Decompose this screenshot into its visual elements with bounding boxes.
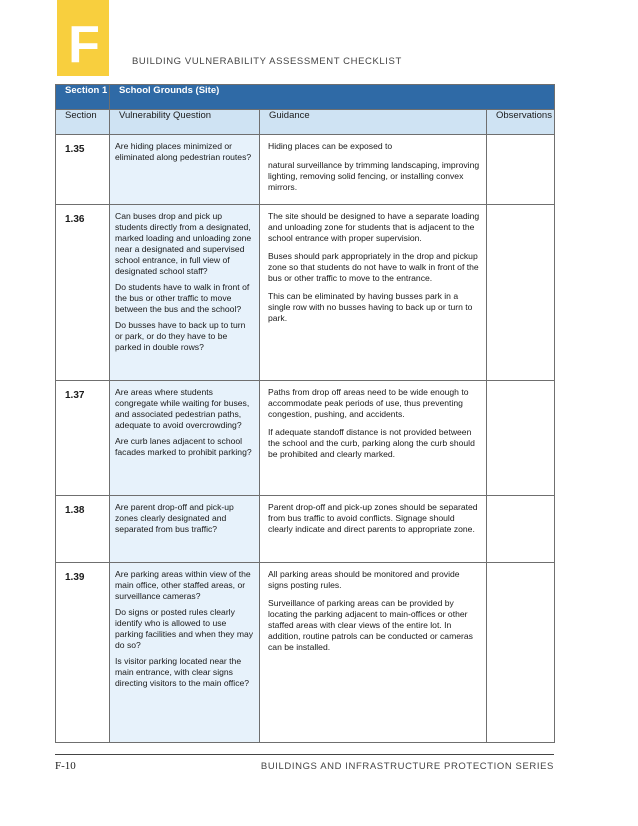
section-header-row [56, 85, 555, 110]
section-label-cell [56, 85, 110, 110]
guidance-text: If adequate standoff distance is not provided between the school and the curb, parking along the curb should be prohibited and clearly marked. [268, 427, 475, 459]
guidance-text: Parent drop-off and pick-up zones should be separated from bus traffic to avoid conflicts. Signage should clearly indicate and direct parents to appropriate zone. [268, 502, 478, 534]
observations-cell[interactable] [487, 496, 555, 563]
row-question-cell [110, 135, 260, 205]
column-header-question [110, 110, 260, 135]
guidance-text: This can be eliminated by having busses park in a single row with no busses having to back up or turn to park. [268, 291, 473, 323]
column-header-row [56, 110, 555, 135]
row-question-cell [110, 496, 260, 563]
guidance-text: Paths from drop off areas need to be wide enough to accommodate peak periods of use, thus preventing congestion, pushing, and accidents. [268, 387, 469, 419]
footer-divider [55, 754, 554, 755]
page-number: F-10 [55, 760, 76, 772]
column-header-section [56, 110, 110, 135]
column-header-section-label: Section [65, 110, 97, 121]
guidance-text: All parking areas should be monitored and provide signs posting rules. [268, 569, 460, 590]
series-title: BUILDINGS AND INFRASTRUCTURE PROTECTION SERIES [260, 761, 554, 772]
observations-cell[interactable] [487, 205, 555, 381]
vulnerability-question: Can buses drop and pick up students directly from a designated, marked loading and unloading zone near a designated and supervised school entrance, in full view of designated school staff? [115, 211, 252, 276]
observations-cell[interactable] [487, 563, 555, 743]
vulnerability-question: Are parking areas within view of the main office, other staffed areas, or surveillance cameras? [115, 569, 251, 601]
guidance-text: Hiding places can be exposed to [268, 141, 393, 151]
row-question-cell [110, 205, 260, 381]
column-header-observations [487, 110, 555, 135]
vulnerability-question: Are hiding places minimized or eliminated along pedestrian routes? [115, 141, 252, 162]
row-question-cell [110, 563, 260, 743]
row-guidance-cell [260, 135, 487, 205]
vulnerability-question: Do signs or posted rules clearly identify who is allowed to use parking facilities and when they may do so? [115, 607, 254, 650]
document-title: BUILDING VULNERABILITY ASSESSMENT CHECKLIST [132, 56, 402, 67]
appendix-letter: F [68, 16, 100, 74]
column-header-question-label: Vulnerability Question [119, 110, 212, 121]
guidance-text: Buses should park appropriately in the drop and pickup zone so that students do not have to walk in front of the bus or other traffic to move to the entrance. [268, 251, 479, 283]
column-header-guidance-label: Guidance [269, 110, 310, 121]
guidance-text: natural surveillance by trimming landscaping, improving lighting, removing solid fencing, or installing convex mirrors. [268, 160, 480, 192]
row-guidance-cell [260, 563, 487, 743]
guidance-text: The site should be designed to have a separate loading and unloading zone for students that is adjacent to the school entrance with proper supervision. [268, 211, 480, 243]
table-row [56, 381, 555, 496]
table-row [56, 496, 555, 563]
vulnerability-question: Are curb lanes adjacent to school facades marked to prohibit parking? [115, 436, 252, 457]
row-section-number: 1.36 [56, 205, 110, 381]
table-row [56, 135, 555, 205]
section-title-cell [110, 85, 555, 110]
vulnerability-question: Are parent drop-off and pick-up zones clearly designated and separated from bus traffic? [115, 502, 234, 534]
column-header-guidance [260, 110, 487, 135]
row-section-number: 1.39 [56, 563, 110, 743]
observations-cell[interactable] [487, 381, 555, 496]
row-section-number: 1.38 [56, 496, 110, 563]
table-row [56, 563, 555, 743]
guidance-text: Surveillance of parking areas can be provided by locating the parking adjacent to main-offices or other staffed areas with clear views of the entire lot. In addition, routine patrols can be conducted or cameras can be installed. [268, 598, 473, 652]
section-title: School Grounds (Site) [119, 85, 220, 96]
column-header-observations-label: Observations [496, 110, 552, 121]
checklist-table [55, 84, 555, 743]
row-guidance-cell [260, 205, 487, 381]
row-question-cell [110, 381, 260, 496]
row-section-number: 1.37 [56, 381, 110, 496]
observations-cell[interactable] [487, 135, 555, 205]
vulnerability-question: Are areas where students congregate while waiting for buses, and associated pedestrian paths, adequate to avoid overcrowding? [115, 387, 250, 430]
vulnerability-question: Is visitor parking located near the main entrance, with clear signs directing visitors to the main office? [115, 656, 250, 688]
vulnerability-question: Do students have to walk in front of the bus or other traffic to move between the bus and the school? [115, 282, 250, 314]
row-section-number: 1.35 [56, 135, 110, 205]
row-guidance-cell [260, 381, 487, 496]
vulnerability-question: Do busses have to back up to turn or park, or do they have to be parked in double rows? [115, 320, 246, 352]
table-row [56, 205, 555, 381]
row-guidance-cell [260, 496, 487, 563]
section-label: Section 1 [65, 85, 108, 96]
